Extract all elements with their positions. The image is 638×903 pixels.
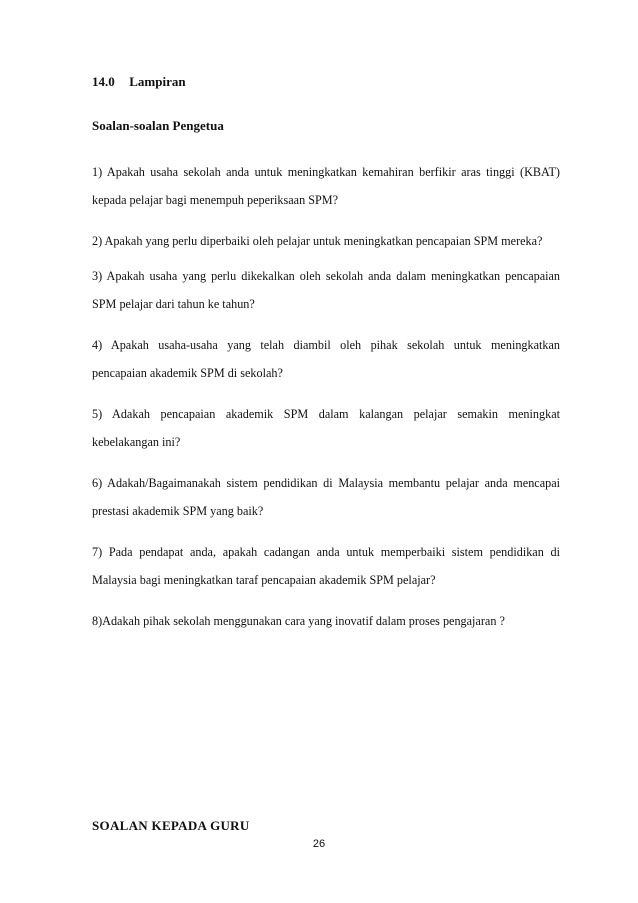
question-4	[92, 331, 560, 387]
question-line: 6) Adakah/Bagaimanakah sistem pendidikan di Malaysia membantu pelajar anda mencapai	[92, 476, 560, 490]
question-5	[92, 400, 560, 456]
question-line: kepada pelajar bagi menempuh peperiksaan SPM?	[92, 193, 339, 207]
question-line: Malaysia bagi meningkatkan taraf pencapaian akademik SPM pelajar?	[92, 573, 436, 587]
question-line: 5) Adakah pencapaian akademik SPM dalam kalangan pelajar semakin meningkat	[92, 407, 560, 421]
question-line: 8)Adakah pihak sekolah menggunakan cara yang inovatif dalam proses pengajaran ?	[92, 614, 505, 628]
subsection-title: Soalan-soalan Pengetua	[92, 118, 224, 133]
question-7	[92, 538, 560, 594]
section-heading	[92, 74, 186, 90]
question-1	[92, 158, 560, 214]
question-line: 2) Apakah yang perlu diperbaiki oleh pelajar untuk meningkatkan pencapaian SPM mereka?	[92, 234, 543, 248]
question-line: 7) Pada pendapat anda, apakah cadangan anda untuk memperbaiki sistem pendidikan di	[92, 545, 560, 559]
question-line: 1) Apakah usaha sekolah anda untuk meningkatkan kemahiran berfikir aras tinggi (KBAT)	[92, 165, 560, 179]
question-line: 3) Apakah usaha yang perlu dikekalkan oleh sekolah anda dalam meningkatkan pencapaian	[92, 269, 560, 283]
teacher-questions-heading: SOALAN KEPADA GURU	[92, 818, 250, 833]
question-2	[92, 227, 560, 255]
section-number: 14.0	[92, 74, 115, 89]
question-line: prestasi akademik SPM yang baik?	[92, 504, 264, 518]
question-line: pencapaian akademik SPM di sekolah?	[92, 366, 283, 380]
question-8	[92, 607, 560, 635]
question-6	[92, 469, 560, 525]
question-line: 4) Apakah usaha-usaha yang telah diambil oleh pihak sekolah untuk meningkatkan	[92, 338, 560, 352]
question-line: SPM pelajar dari tahun ke tahun?	[92, 297, 255, 311]
page-number: 26	[312, 838, 326, 850]
question-3	[92, 262, 560, 318]
section-title: Lampiran	[129, 74, 186, 89]
question-line: kebelakangan ini?	[92, 435, 181, 449]
